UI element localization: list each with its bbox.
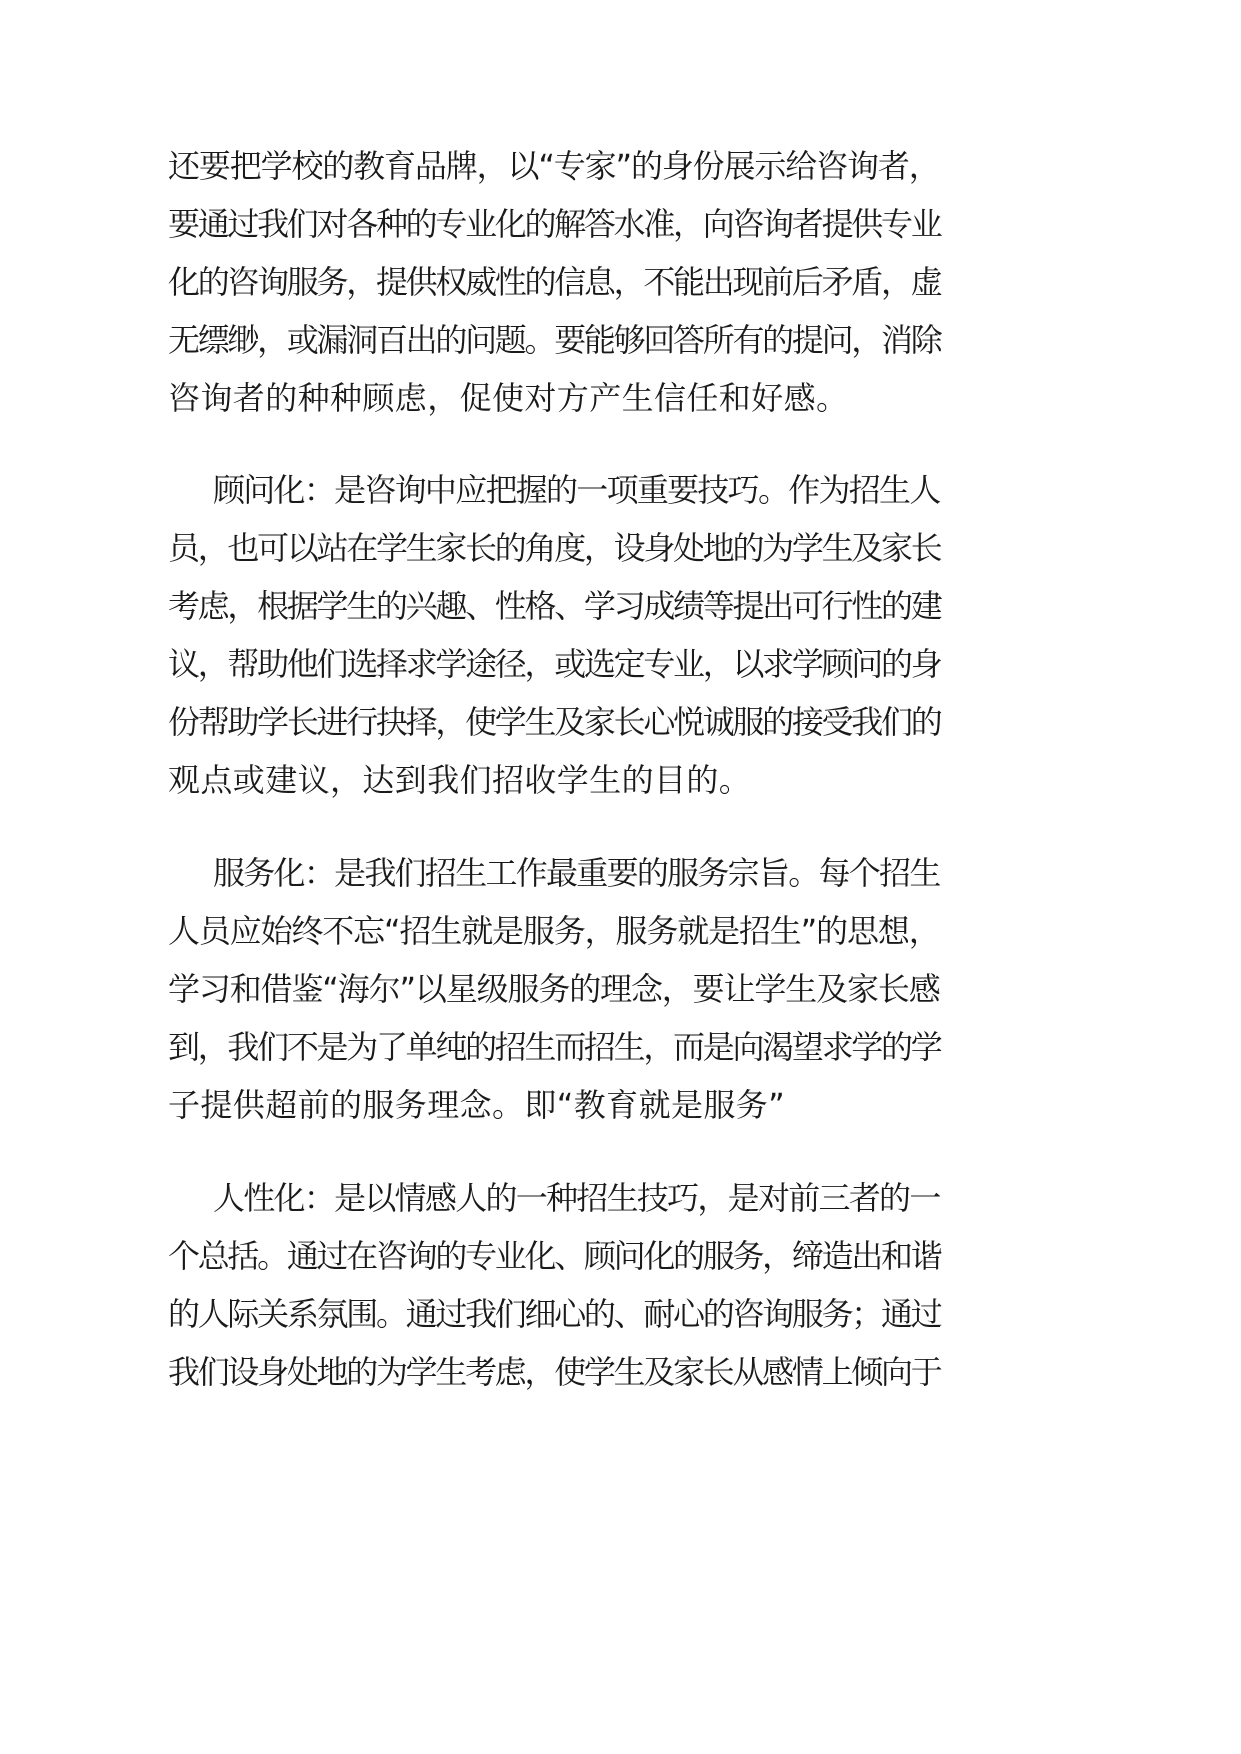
paragraph-1-line-4: 无缥缈，或漏洞百出的问题。要能够回答所有的提问，消除 xyxy=(168,321,941,359)
paragraph-3-line-2: 人员应始终不忘“招生就是服务，服务就是招生”的思想， xyxy=(168,912,940,950)
paragraph-4-line-4: 我们设身处地的为学生考虑，使学生及家长从感情上倾向于 xyxy=(168,1353,941,1391)
paragraph-3-line-3: 学习和借鉴“海尔”以星级服务的理念，要让学生及家长感 xyxy=(168,970,940,1008)
paragraph-2-line-6: 观点或建议，达到我们招收学生的目的。 xyxy=(168,761,752,799)
paragraph-2-line-2: 员，也可以站在学生家长的角度，设身处地的为学生及家长 xyxy=(168,529,941,567)
paragraph-2-line-1: 顾问化：是咨询中应把握的一项重要技巧。作为招生人 xyxy=(213,471,940,509)
paragraph-1-line-2: 要通过我们对各种的专业化的解答水准，向咨询者提供专业 xyxy=(168,205,941,243)
paragraph-3-line-4: 到，我们不是为了单纯的招生而招生，而是向渴望求学的学 xyxy=(168,1028,941,1066)
paragraph-1-line-5: 咨询者的种种顾虑，促使对方产生信任和好感。 xyxy=(168,379,849,417)
paragraph-2-line-5: 份帮助学长进行抉择，使学生及家长心悦诚服的接受我们的 xyxy=(168,703,941,741)
paragraph-4-line-1: 人性化：是以情感人的一种招生技巧，是对前三者的一 xyxy=(213,1179,940,1217)
paragraph-3-line-1: 服务化：是我们招生工作最重要的服务宗旨。每个招生 xyxy=(213,854,940,892)
paragraph-4-line-3: 的人际关系氛围。通过我们细心的、耐心的咨询服务；通过 xyxy=(168,1295,941,1333)
paragraph-2-line-3: 考虑，根据学生的兴趣、性格、学习成绩等提出可行性的建 xyxy=(168,587,941,625)
paragraph-1-line-1: 还要把学校的教育品牌，以“专家”的身份展示给咨询者， xyxy=(168,147,940,185)
paragraph-3-line-5: 子提供超前的服务理念。即“教育就是服务” xyxy=(168,1086,786,1124)
paragraph-1-line-3: 化的咨询服务，提供权威性的信息，不能出现前后矛盾，虚 xyxy=(168,263,941,301)
paragraph-2-line-4: 议，帮助他们选择求学途径，或选定专业，以求学顾问的身 xyxy=(168,645,941,683)
paragraph-4-line-2: 个总括。通过在咨询的专业化、顾问化的服务，缔造出和谐 xyxy=(168,1237,941,1275)
